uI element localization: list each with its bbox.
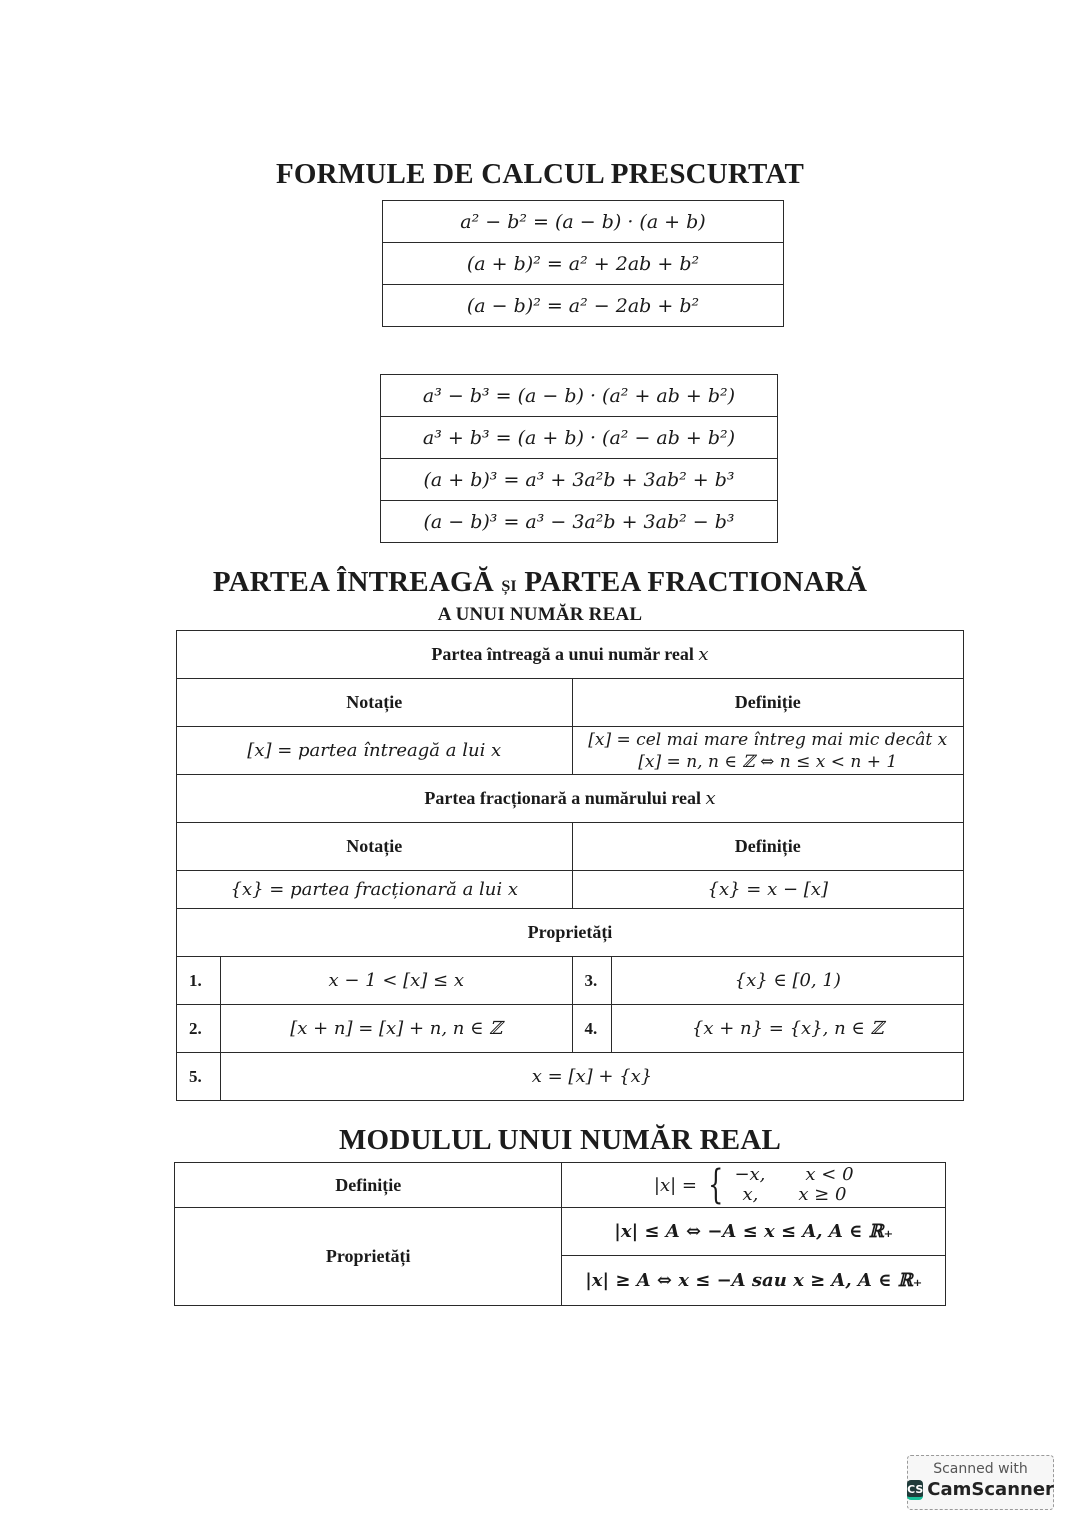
formula-diff-squares: a² − b² = (a − b) · (a + b) [383, 201, 784, 243]
camscanner-logo-icon: CS [907, 1480, 923, 1500]
modulus-property-2: |x| ≥ A ⇔ x ≤ −A sau x ≥ A, A ∈ ℝ₊ [562, 1256, 946, 1306]
property-2: [x + n] = [x] + n, n ∈ ℤ [220, 1005, 572, 1053]
formula-sum-cubes: a³ + b³ = (a + b) · (a² − ab + b²) [381, 417, 778, 459]
modulus-lhs: |x| = [653, 1174, 697, 1196]
fractional-col-notation: Notație [177, 823, 573, 871]
property-5: x = [x] + {x} [220, 1053, 963, 1101]
title-modulul: MODULUL UNUI NUMĂR REAL [338, 1124, 782, 1156]
property-2-number: 2. [177, 1005, 221, 1053]
property-4-number: 4. [572, 1005, 612, 1053]
property-4: {x + n} = {x}, n ∈ ℤ [612, 1005, 964, 1053]
title-part2: PARTEA FRACTIONARĂ [524, 566, 868, 598]
watermark-brand: CamScanner [927, 1479, 1054, 1500]
property-1: x − 1 < [x] ≤ x [220, 957, 572, 1005]
integer-part-header: Partea întreagă a unui număr real x [177, 631, 964, 679]
modulus-properties-label: Proprietăți [175, 1208, 562, 1306]
table-integer-fractional [176, 630, 964, 1101]
formula-diff-cubes: a³ − b³ = (a − b) · (a² + ab + b²) [381, 375, 778, 417]
property-3: {x} ∈ [0, 1) [612, 957, 964, 1005]
table-square-formulas [382, 200, 784, 327]
watermark-line1: Scanned with [933, 1461, 1028, 1477]
property-3-number: 3. [572, 957, 612, 1005]
subtitle-numar-real: A UNUI NUMĂR REAL [437, 604, 643, 625]
left-brace-icon: { [708, 1162, 724, 1208]
formula-square-sum: (a + b)² = a² + 2ab + b² [383, 243, 784, 285]
title-part1: PARTEA ÎNTREAGĂ [212, 566, 494, 598]
table-cube-formulas [380, 374, 778, 543]
formula-cube-diff: (a − b)³ = a³ − 3a²b + 3ab² − b³ [381, 501, 778, 543]
title-si: ȘI [501, 578, 517, 595]
integer-notation: [x] = partea întreagă a lui x [177, 727, 573, 775]
fractional-col-definition: Definiție [572, 823, 963, 871]
fractional-definition: {x} = x − [x] [572, 871, 963, 909]
modulus-definition-label: Definiție [175, 1163, 562, 1208]
integer-col-definition: Definiție [572, 679, 963, 727]
table-modulus [174, 1162, 946, 1306]
formula-square-diff: (a − b)² = a² − 2ab + b² [383, 285, 784, 327]
modulus-property-1: |x| ≤ A ⇔ −A ≤ x ≤ A, A ∈ ℝ₊ [562, 1208, 946, 1256]
modulus-definition: |x| = { −x, x < 0 x, x ≥ 0 [562, 1163, 946, 1208]
properties-header: Proprietăți [177, 909, 964, 957]
formula-cube-sum: (a + b)³ = a³ + 3a²b + 3ab² + b³ [381, 459, 778, 501]
camscanner-watermark [907, 1455, 1054, 1510]
property-5-number: 5. [177, 1053, 221, 1101]
integer-definition: [x] = cel mai mare întreg mai mic decât x [x] = n, n ∈ ℤ ⇔ n ≤ x < n + 1 [572, 727, 963, 775]
title-partea-intreaga [0, 566, 1080, 599]
fractional-part-header: Partea fracționară a numărului real x [177, 775, 964, 823]
property-1-number: 1. [177, 957, 221, 1005]
fractional-notation: {x} = partea fracționară a lui x [177, 871, 573, 909]
title-formule: FORMULE DE CALCUL PRESCURTAT [276, 158, 804, 190]
integer-col-notation: Notație [177, 679, 573, 727]
